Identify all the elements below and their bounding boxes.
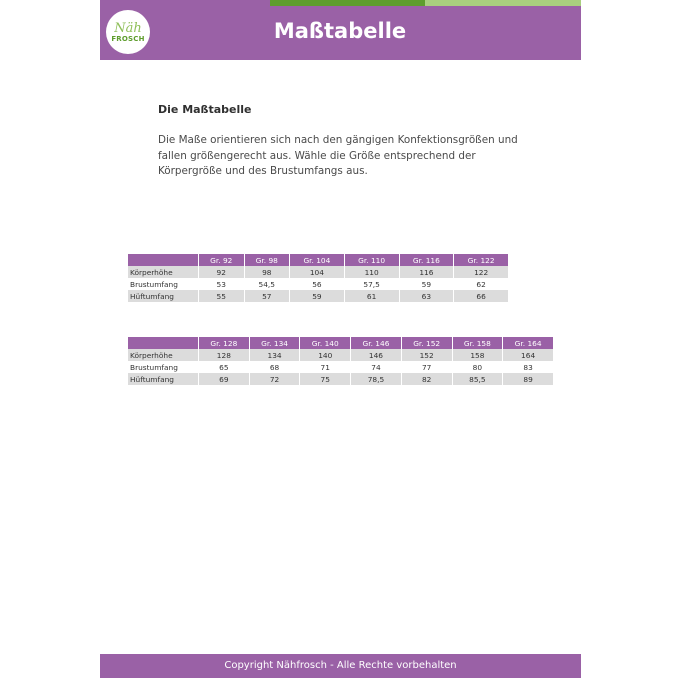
table-cell: 63 <box>399 290 454 302</box>
document-page <box>100 0 581 680</box>
table-cell: 54,5 <box>244 278 290 290</box>
table-cell: 164 <box>503 349 554 361</box>
table-cell: 72 <box>249 373 300 385</box>
table-cell: 56 <box>290 278 345 290</box>
table-cell: 128 <box>199 349 250 361</box>
table-cell: 71 <box>300 361 351 373</box>
table-header-cell: Gr. 110 <box>344 254 399 266</box>
table-cell: 69 <box>199 373 250 385</box>
table-cell: 85,5 <box>452 373 503 385</box>
table-cell: 116 <box>399 266 454 278</box>
table-cell: 158 <box>452 349 503 361</box>
table-cell: 61 <box>344 290 399 302</box>
table-header-cell: Gr. 134 <box>249 337 300 349</box>
section-title: Die Maßtabelle <box>158 103 252 116</box>
logo-script-text: Näh <box>114 20 142 36</box>
table-header-cell <box>128 254 199 266</box>
naehfrosch-logo <box>106 10 150 54</box>
table-header-cell: Gr. 122 <box>454 254 509 266</box>
table-cell: 55 <box>199 290 245 302</box>
table-header-cell: Gr. 92 <box>199 254 245 266</box>
row-label: Hüftumfang <box>128 373 199 385</box>
table-header-cell: Gr. 128 <box>199 337 250 349</box>
table-cell: 92 <box>199 266 245 278</box>
table-row <box>128 373 554 385</box>
table-header-cell: Gr. 158 <box>452 337 503 349</box>
table-cell: 146 <box>351 349 402 361</box>
table-cell: 59 <box>290 290 345 302</box>
table-cell: 110 <box>344 266 399 278</box>
table-row <box>128 266 509 278</box>
row-label: Brustumfang <box>128 278 199 290</box>
accent-bar-lightgreen <box>425 0 581 6</box>
table-cell: 122 <box>454 266 509 278</box>
table-cell: 66 <box>454 290 509 302</box>
row-label: Körperhöhe <box>128 266 199 278</box>
intro-paragraph: Die Maße orientieren sich nach den gängigen Konfektionsgrößen und fallen größengerecht aus. Wähle die Größe entsprechend der Körpergröße und des Brustumfangs aus. <box>158 134 518 177</box>
table-cell: 65 <box>199 361 250 373</box>
table-header-cell: Gr. 98 <box>244 254 290 266</box>
table-cell: 82 <box>401 373 452 385</box>
footer-copyright: Copyright Nähfrosch - Alle Rechte vorbehalten <box>100 654 581 678</box>
row-label: Hüftumfang <box>128 290 199 302</box>
table-cell: 83 <box>503 361 554 373</box>
table-header-cell: Gr. 146 <box>351 337 402 349</box>
table-header-cell <box>128 337 199 349</box>
table-cell: 80 <box>452 361 503 373</box>
table-cell: 57,5 <box>344 278 399 290</box>
table-row <box>128 278 509 290</box>
logo-word-text: FROSCH <box>111 34 145 43</box>
table-header-cell: Gr. 104 <box>290 254 345 266</box>
table-row <box>128 290 509 302</box>
row-label: Körperhöhe <box>128 349 199 361</box>
table-row <box>128 361 554 373</box>
table-cell: 68 <box>249 361 300 373</box>
table-cell: 98 <box>244 266 290 278</box>
table-header-row <box>128 254 509 266</box>
table-header-cell: Gr. 116 <box>399 254 454 266</box>
table-cell: 104 <box>290 266 345 278</box>
table-cell: 77 <box>401 361 452 373</box>
size-table-large <box>128 337 554 385</box>
row-label: Brustumfang <box>128 361 199 373</box>
table-cell: 74 <box>351 361 402 373</box>
table-header-cell: Gr. 152 <box>401 337 452 349</box>
table-row <box>128 349 554 361</box>
header-band <box>100 0 581 60</box>
table-cell: 59 <box>399 278 454 290</box>
table-cell: 75 <box>300 373 351 385</box>
table-header-row <box>128 337 554 349</box>
table-cell: 89 <box>503 373 554 385</box>
table-cell: 62 <box>454 278 509 290</box>
table-cell: 152 <box>401 349 452 361</box>
table-cell: 53 <box>199 278 245 290</box>
table-header-cell: Gr. 140 <box>300 337 351 349</box>
table-header-cell: Gr. 164 <box>503 337 554 349</box>
page-title: Maßtabelle <box>273 19 407 43</box>
table-cell: 140 <box>300 349 351 361</box>
table-cell: 78,5 <box>351 373 402 385</box>
table-cell: 57 <box>244 290 290 302</box>
accent-bar-green <box>270 0 425 6</box>
size-table-small <box>128 254 509 302</box>
table-cell: 134 <box>249 349 300 361</box>
